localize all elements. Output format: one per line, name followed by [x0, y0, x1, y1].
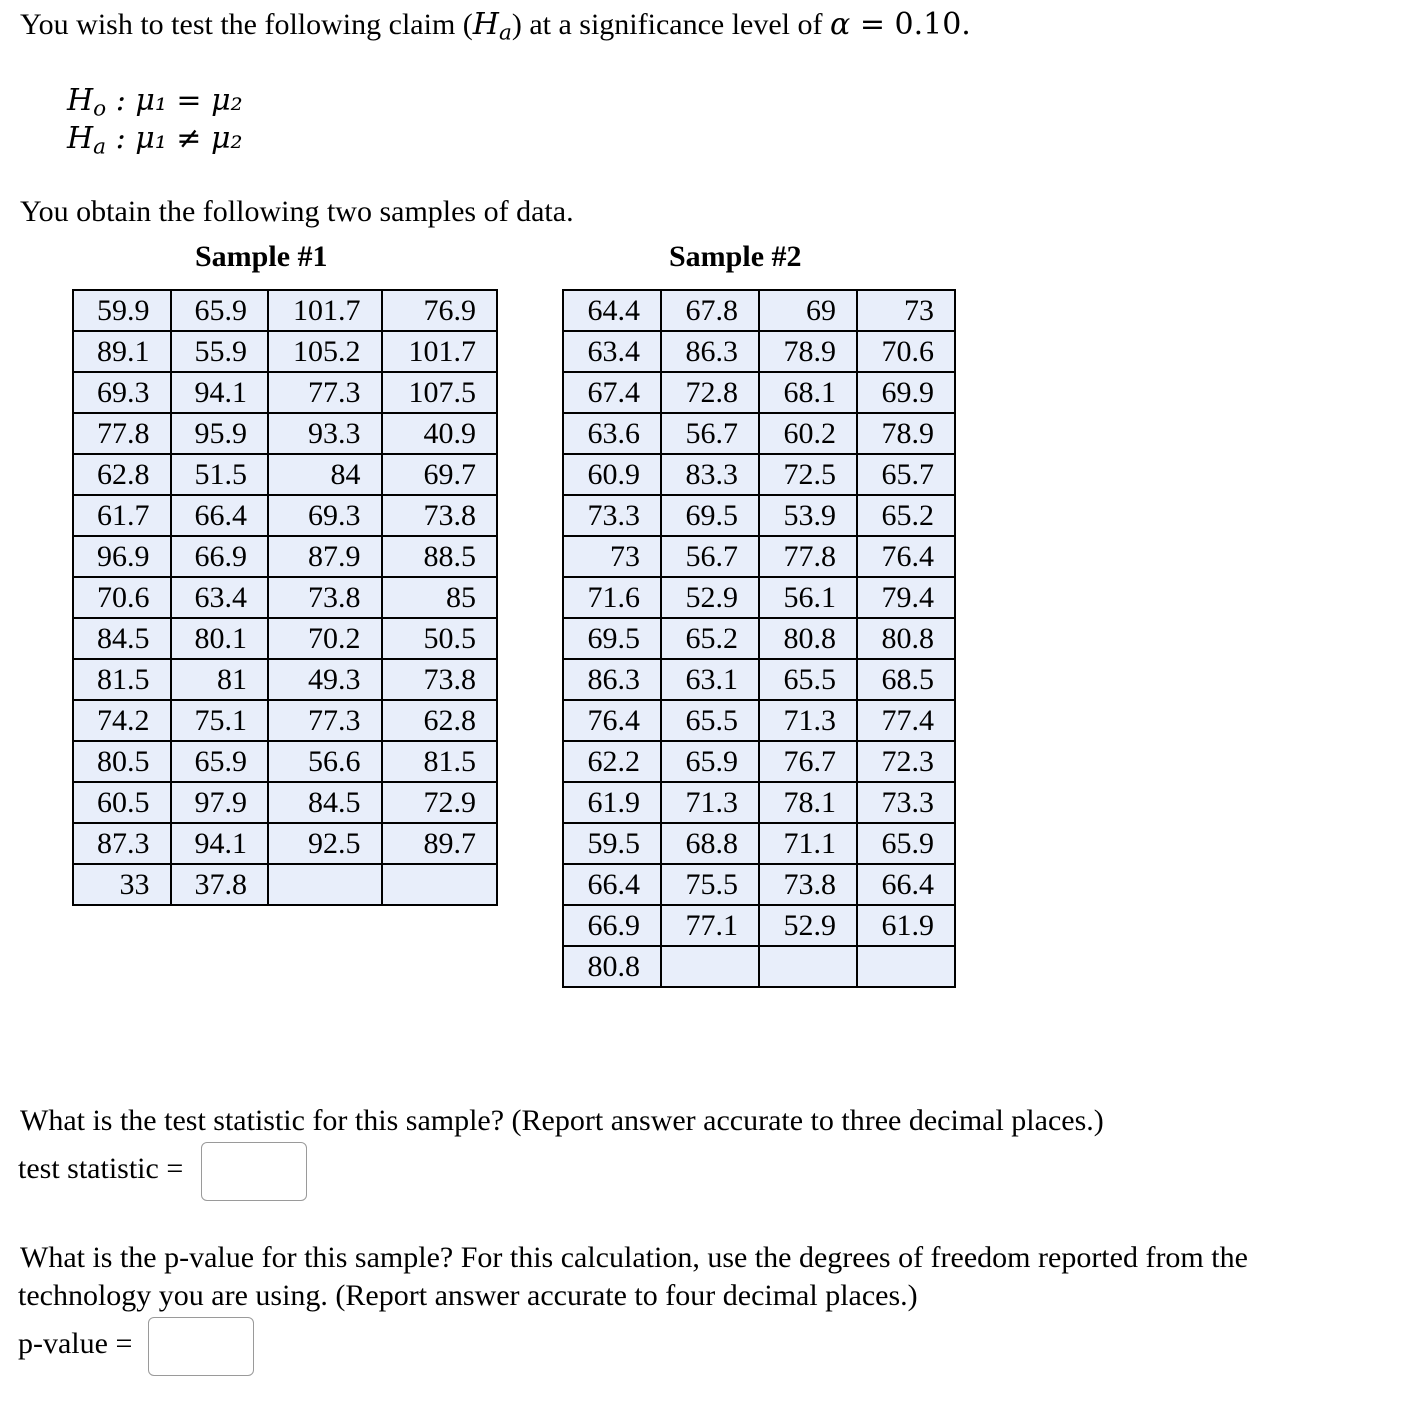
alpha-symbol: α — [830, 7, 851, 42]
table-row — [73, 823, 497, 864]
table-cell: 65.9 — [171, 741, 269, 782]
table-row — [73, 864, 497, 905]
table-row — [73, 741, 497, 782]
table-row — [563, 618, 955, 659]
table-cell: 80.1 — [171, 618, 269, 659]
table-cell: 65.9 — [857, 823, 955, 864]
intro-text: You wish to test the following claim $(H_a)$ at a significance level of α = 0.10. — [20, 7, 971, 46]
table-cell: 71.3 — [661, 782, 759, 823]
table-cell: 72.9 — [382, 782, 497, 823]
table-row — [563, 823, 955, 864]
table-row — [563, 782, 955, 823]
table-cell: 65.5 — [759, 659, 857, 700]
table-cell: 51.5 — [171, 454, 269, 495]
table-cell: 62.8 — [382, 700, 497, 741]
test-statistic-label: test statistic = — [18, 1152, 184, 1185]
table-cell: 89.7 — [382, 823, 497, 864]
table-cell: 78.9 — [759, 331, 857, 372]
claim-symbol: H — [472, 7, 499, 42]
table-cell: 83.3 — [661, 454, 759, 495]
table-cell: 94.1 — [171, 823, 269, 864]
table-row — [563, 372, 955, 413]
table-cell: 77.3 — [268, 700, 382, 741]
table-cell: 69.7 — [382, 454, 497, 495]
table-cell: 73.8 — [268, 577, 382, 618]
table-cell: 71.1 — [759, 823, 857, 864]
table-row — [73, 782, 497, 823]
table-cell: 84.5 — [73, 618, 171, 659]
table-cell: 76.4 — [563, 700, 661, 741]
obtain-text: You obtain the following two samples of data. — [20, 195, 574, 228]
table-row — [563, 741, 955, 782]
table-cell: 75.5 — [661, 864, 759, 905]
table-cell: 71.6 — [563, 577, 661, 618]
table-cell: 77.4 — [857, 700, 955, 741]
test-statistic-input[interactable] — [201, 1142, 307, 1201]
table-row — [73, 495, 497, 536]
table-row — [563, 536, 955, 577]
table-cell: 66.4 — [857, 864, 955, 905]
table-cell: 60.2 — [759, 413, 857, 454]
table-cell: 70.6 — [857, 331, 955, 372]
table-cell: 67.4 — [563, 372, 661, 413]
table-row — [73, 372, 497, 413]
table-cell: 69.5 — [661, 495, 759, 536]
table-row — [73, 536, 497, 577]
table-cell: 68.5 — [857, 659, 955, 700]
table-cell: 76.7 — [759, 741, 857, 782]
table-cell: 73.8 — [759, 864, 857, 905]
table-cell: 63.1 — [661, 659, 759, 700]
table-cell: 69 — [759, 290, 857, 331]
table-cell: 77.3 — [268, 372, 382, 413]
table-cell: 86.3 — [563, 659, 661, 700]
table-cell: 40.9 — [382, 413, 497, 454]
table-cell: 80.8 — [857, 618, 955, 659]
table-cell: 97.9 — [171, 782, 269, 823]
table-cell: 95.9 — [171, 413, 269, 454]
table-row — [563, 905, 955, 946]
table-row — [73, 290, 497, 331]
table-cell — [382, 864, 497, 905]
table-cell: 67.8 — [661, 290, 759, 331]
table-cell: 63.4 — [171, 577, 269, 618]
table-cell: 63.4 — [563, 331, 661, 372]
table-cell: 70.6 — [73, 577, 171, 618]
table-row — [73, 413, 497, 454]
table-cell: 107.5 — [382, 372, 497, 413]
table-cell: 73.3 — [857, 782, 955, 823]
table-cell: 92.5 — [268, 823, 382, 864]
table-cell: 80.8 — [563, 946, 661, 987]
table-cell: 73 — [857, 290, 955, 331]
table-cell: 55.9 — [171, 331, 269, 372]
table-cell: 61.7 — [73, 495, 171, 536]
table-row — [563, 946, 955, 987]
table-cell: 76.4 — [857, 536, 955, 577]
table-cell: 59.5 — [563, 823, 661, 864]
table-row — [73, 700, 497, 741]
table-row — [73, 454, 497, 495]
table-cell: 78.9 — [857, 413, 955, 454]
table-row — [563, 577, 955, 618]
table-cell: 63.6 — [563, 413, 661, 454]
table-row — [73, 331, 497, 372]
table-cell: 62.8 — [73, 454, 171, 495]
table-cell: 50.5 — [382, 618, 497, 659]
table-cell: 81.5 — [73, 659, 171, 700]
sample2-table — [562, 289, 956, 988]
table-row — [563, 659, 955, 700]
table-cell: 69.3 — [73, 372, 171, 413]
table-cell: 77.8 — [73, 413, 171, 454]
table-row — [563, 331, 955, 372]
table-cell: 69.9 — [857, 372, 955, 413]
table-cell: 73.8 — [382, 495, 497, 536]
table-cell: 71.3 — [759, 700, 857, 741]
table-cell: 88.5 — [382, 536, 497, 577]
table-cell: 52.9 — [661, 577, 759, 618]
table-row — [563, 413, 955, 454]
table-row — [73, 659, 497, 700]
table-cell: 72.8 — [661, 372, 759, 413]
table-cell: 70.2 — [268, 618, 382, 659]
table-cell: 93.3 — [268, 413, 382, 454]
table-cell: 101.7 — [382, 331, 497, 372]
table-row — [563, 495, 955, 536]
table-cell — [661, 946, 759, 987]
table-cell: 60.9 — [563, 454, 661, 495]
table-cell: 72.5 — [759, 454, 857, 495]
table-cell: 87.9 — [268, 536, 382, 577]
sample1-title: Sample #1 — [195, 240, 328, 273]
table-cell: 65.9 — [661, 741, 759, 782]
table-row — [563, 454, 955, 495]
table-row — [563, 700, 955, 741]
table-cell: 49.3 — [268, 659, 382, 700]
hypotheses — [67, 82, 243, 158]
table-cell: 101.7 — [268, 290, 382, 331]
table-cell: 87.3 — [73, 823, 171, 864]
table-cell: 66.4 — [563, 864, 661, 905]
table-cell: 65.2 — [857, 495, 955, 536]
table-cell: 81 — [171, 659, 269, 700]
table-cell: 65.2 — [661, 618, 759, 659]
table-cell: 53.9 — [759, 495, 857, 536]
table-cell: 84.5 — [268, 782, 382, 823]
table-cell: 68.1 — [759, 372, 857, 413]
table-cell: 77.1 — [661, 905, 759, 946]
table-cell: 65.9 — [171, 290, 269, 331]
table-cell: 66.9 — [563, 905, 661, 946]
table-cell: 105.2 — [268, 331, 382, 372]
table-cell: 56.1 — [759, 577, 857, 618]
table-cell — [268, 864, 382, 905]
table-cell: 81.5 — [382, 741, 497, 782]
table-cell: 73.3 — [563, 495, 661, 536]
table-cell: 89.1 — [73, 331, 171, 372]
table-cell: 73.8 — [382, 659, 497, 700]
table-cell: 65.5 — [661, 700, 759, 741]
p-value-question-line2: technology you are using. (Report answer accurate to four decimal places.) — [18, 1279, 918, 1312]
p-value-input[interactable] — [148, 1317, 254, 1376]
test-statistic-question: What is the test statistic for this sample? (Report answer accurate to three decimal places.) — [20, 1104, 1104, 1137]
table-cell: 69.5 — [563, 618, 661, 659]
sample2-title: Sample #2 — [669, 240, 802, 273]
table-row — [563, 864, 955, 905]
table-cell — [857, 946, 955, 987]
table-cell: 64.4 — [563, 290, 661, 331]
table-row — [73, 577, 497, 618]
sample1-table — [72, 289, 498, 906]
table-cell: 96.9 — [73, 536, 171, 577]
table-cell: 84 — [268, 454, 382, 495]
table-cell: 56.7 — [661, 536, 759, 577]
alternative-hypothesis: $H_a$ : μ₁ ≠ μ₂ — [67, 121, 243, 160]
table-cell: 62.2 — [563, 741, 661, 782]
table-cell: 52.9 — [759, 905, 857, 946]
table-cell: 80.5 — [73, 741, 171, 782]
table-cell: 76.9 — [382, 290, 497, 331]
table-row — [73, 618, 497, 659]
table-cell: 85 — [382, 577, 497, 618]
null-hypothesis: $H_o$ : μ₁ = μ₂ — [67, 83, 243, 122]
table-cell: 75.1 — [171, 700, 269, 741]
table-cell: 65.7 — [857, 454, 955, 495]
table-cell: 60.5 — [73, 782, 171, 823]
table-cell: 61.9 — [563, 782, 661, 823]
table-cell: 66.4 — [171, 495, 269, 536]
table-cell: 37.8 — [171, 864, 269, 905]
table-row — [563, 290, 955, 331]
table-cell: 73 — [563, 536, 661, 577]
table-cell: 61.9 — [857, 905, 955, 946]
table-cell: 66.9 — [171, 536, 269, 577]
table-cell: 72.3 — [857, 741, 955, 782]
table-cell: 77.8 — [759, 536, 857, 577]
table-cell: 33 — [73, 864, 171, 905]
p-value-question-line1: What is the p-value for this sample? For this calculation, use the degrees of freedom reported from the — [20, 1241, 1248, 1274]
table-cell: 78.1 — [759, 782, 857, 823]
table-cell: 59.9 — [73, 290, 171, 331]
table-cell — [759, 946, 857, 987]
table-cell: 74.2 — [73, 700, 171, 741]
table-cell: 80.8 — [759, 618, 857, 659]
table-cell: 56.6 — [268, 741, 382, 782]
table-cell: 69.3 — [268, 495, 382, 536]
table-cell: 86.3 — [661, 331, 759, 372]
p-value-label: p-value = — [18, 1327, 133, 1360]
table-cell: 94.1 — [171, 372, 269, 413]
table-cell: 79.4 — [857, 577, 955, 618]
table-cell: 56.7 — [661, 413, 759, 454]
table-cell: 68.8 — [661, 823, 759, 864]
